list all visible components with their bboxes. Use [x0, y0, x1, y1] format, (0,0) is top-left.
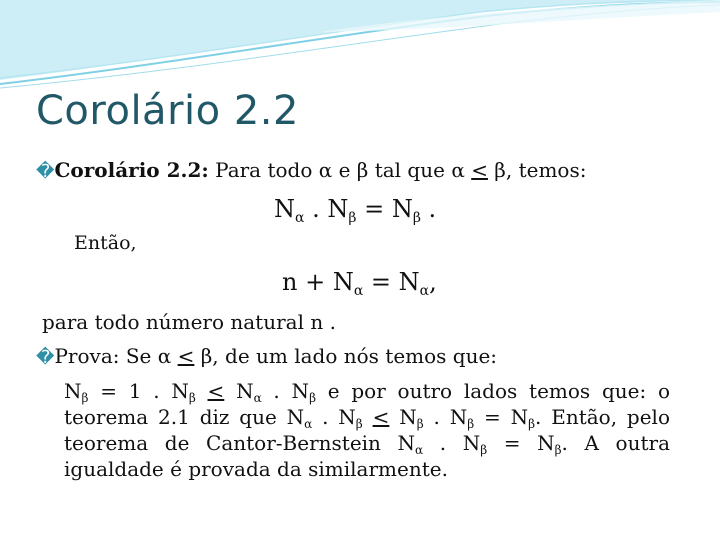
- para-todo-text: para todo número natural n .: [42, 310, 336, 334]
- formula-1: $N_\alpha$ . $N_\beta = N_\beta$ .: [274, 195, 437, 226]
- formula-2: $n + N_\alpha = N_\alpha$,: [282, 268, 437, 299]
- bullet-icon: �: [36, 347, 55, 368]
- bullet-icon: �: [36, 161, 55, 182]
- proof-label: Prova:: [54, 344, 120, 368]
- proof-line-3: teorema de Cantor-Bernstein $N_\alpha$ . $N_\beta = N_\beta$. A outra: [64, 431, 670, 457]
- proof-line-1: $N_\beta = 1$ . $N_\beta < N_\alpha$ . $N_\beta$ e por outro lados temos que: o: [64, 379, 671, 405]
- page-title: Corolário 2.2: [36, 88, 299, 134]
- proof-line-2: teorema 2.1 diz que $N_\alpha$ . $N_\beta < N_\beta$ . $N_\beta = N_\beta$. Então, pelo: [64, 405, 670, 431]
- statement-text: Para todo α e β tal que α: [215, 158, 472, 182]
- corollary-statement: [36, 158, 586, 182]
- entao-text: Então,: [74, 232, 137, 254]
- leq-symbol: <: [471, 158, 488, 182]
- statement-label: Corolário 2.2:: [54, 158, 209, 182]
- proof-intro: �Prova: Se α < β, de um lado nós temos que:: [36, 344, 498, 368]
- proof-line-4: igualdade é provada da similarmente.: [64, 457, 448, 481]
- decorative-wave-banner: [0, 0, 720, 90]
- statement-text-end: β, temos:: [487, 158, 587, 182]
